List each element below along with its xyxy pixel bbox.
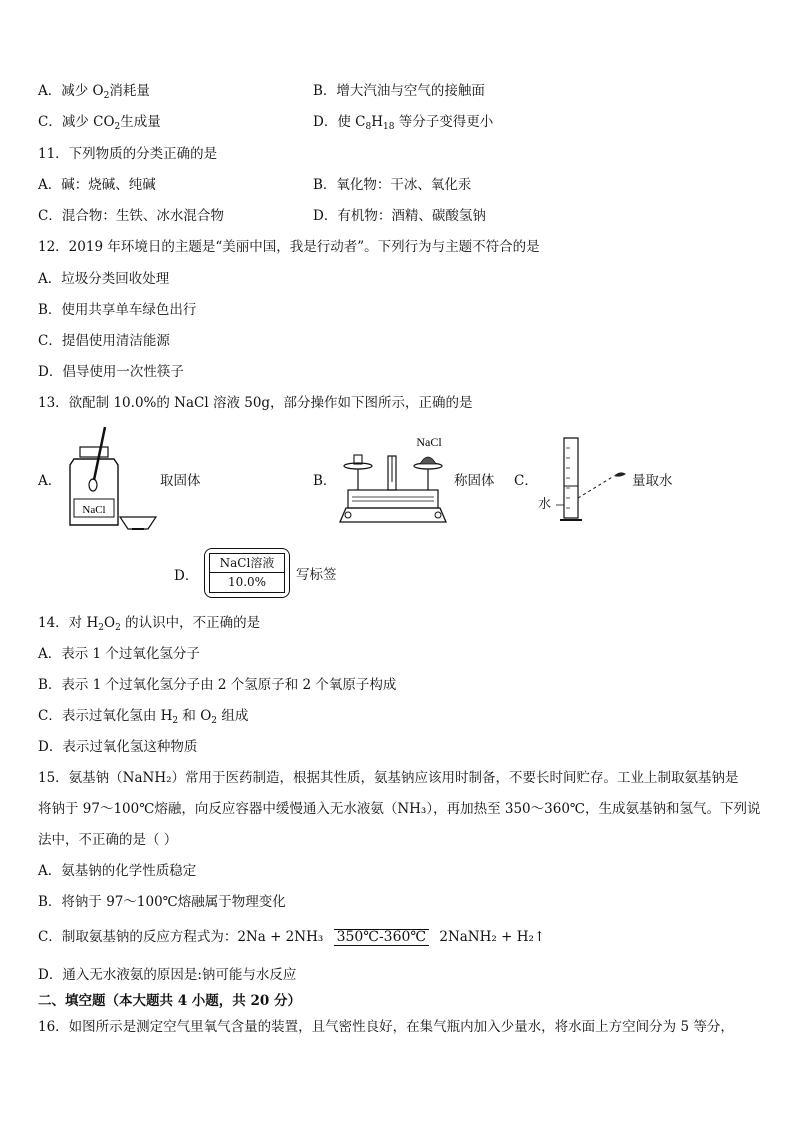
q12-option-b: B．使用共享单车绿色出行 bbox=[38, 302, 197, 318]
q13-b-caption: 称固体 bbox=[454, 473, 495, 489]
q15-option-a: A．氨基钠的化学性质稳定 bbox=[38, 863, 197, 879]
q14-option-d: D．表示过氧化氢这种物质 bbox=[38, 739, 198, 755]
q10-option-d: D．使 $C_8H_{18}$ 等分子变得更小 bbox=[313, 114, 494, 132]
label-bottom: 10.0% bbox=[227, 575, 267, 589]
q14-option-a: A．表示 1 个过氧化氢分子 bbox=[38, 646, 200, 662]
q15-stem-line3: 法中，不正确的是（ ） bbox=[38, 832, 178, 848]
bottle-label: NaCl bbox=[82, 504, 106, 516]
q15-stem-line2: 将钠于 97～100℃熔融，向反应容器中缓慢通入无水液氨（NH₃），再加热至 350～360℃，生成氨基钠和氢气。下列说 bbox=[38, 801, 761, 817]
q13-a-caption: 取固体 bbox=[160, 473, 201, 489]
q11-option-a: A．碱：烧碱、纯碱 bbox=[38, 177, 156, 193]
q13-c-water-label: 水 bbox=[538, 497, 552, 512]
q13-a-letter: A． bbox=[38, 473, 62, 489]
q12-option-c: C．提倡使用清洁能源 bbox=[38, 333, 170, 349]
q10-option-b: B．增大汽油与空气的接触面 bbox=[313, 83, 485, 99]
q13-b-letter: B． bbox=[313, 473, 337, 489]
q15-option-d: D．通入无水液氨的原因是:钠可能与水反应 bbox=[38, 967, 297, 983]
q11-option-c: C．混合物：生铁、冰水混合物 bbox=[38, 208, 224, 224]
label-figure bbox=[204, 548, 290, 598]
q13-c-letter: C． bbox=[514, 473, 538, 489]
q12-option-d: D．倡导使用一次性筷子 bbox=[38, 364, 184, 380]
q12-stem: 12．2019 年环境日的主题是“美丽中国，我是行动者”。下列行为与主题不符合的是 bbox=[38, 239, 540, 255]
graduated-cylinder-figure bbox=[534, 436, 634, 528]
q13-d-caption: 写标签 bbox=[296, 567, 337, 583]
q11-option-b: B．氧化物：干冰、氧化汞 bbox=[313, 177, 472, 193]
section2-title: 二、填空题（本大题共 4 小题，共 20 分） bbox=[38, 993, 301, 1009]
q15-option-b: B．将钠于 97～100℃熔融属于物理变化 bbox=[38, 894, 286, 910]
q10-option-c: C．减少 $CO_2$生成量 bbox=[38, 114, 161, 132]
q15-stem-line1: 15．氨基钠（NaNH₂）常用于医药制造，根据其性质，氨基钠应该用时制备，不要长时间贮存。工业上制取氨基钠是 bbox=[38, 770, 739, 786]
q13-stem: 13．欲配制 10.0%的 NaCl 溶液 50g，部分操作如下图所示，正确的是 bbox=[38, 395, 473, 411]
q11-option-d: D．有机物：酒精、碳酸氢钠 bbox=[313, 208, 486, 224]
q11-stem: 11．下列物质的分类正确的是 bbox=[38, 146, 218, 162]
q12-option-a: A．垃圾分类回收处理 bbox=[38, 271, 170, 287]
label-top: NaCl溶液 bbox=[210, 554, 284, 573]
reagent-bottle-figure bbox=[60, 425, 170, 540]
reaction-condition: 350℃-360℃ bbox=[334, 929, 430, 946]
balance-label: NaCl bbox=[416, 435, 442, 449]
q16-stem: 16．如图所示是测定空气里氧气含量的装置，且气密性良好，在集气瓶内加入少量水，将水面上方空间分为 5 等分， bbox=[38, 1019, 734, 1035]
q14-option-b: B．表示 1 个过氧化氢分子由 2 个氢原子和 2 个氧原子构成 bbox=[38, 677, 397, 693]
q10-option-a: A．减少 $O_2$消耗量 bbox=[38, 83, 150, 101]
balance-figure bbox=[336, 434, 451, 528]
q14-stem: 14．对 $H_2O_2$ 的认识中，不正确的是 bbox=[38, 615, 261, 633]
q14-option-c: C．表示过氧化氢由 $H_2$ 和 $O_2$ 组成 bbox=[38, 708, 249, 726]
q15-option-c: C．制取氨基钠的反应方程式为：2Na + 2NH₃ 350℃-360℃ 2NaNH₂ + H₂↑ bbox=[38, 929, 546, 945]
q13-d-letter: D． bbox=[174, 568, 199, 584]
q13-c-caption: 量取水 bbox=[632, 473, 673, 489]
